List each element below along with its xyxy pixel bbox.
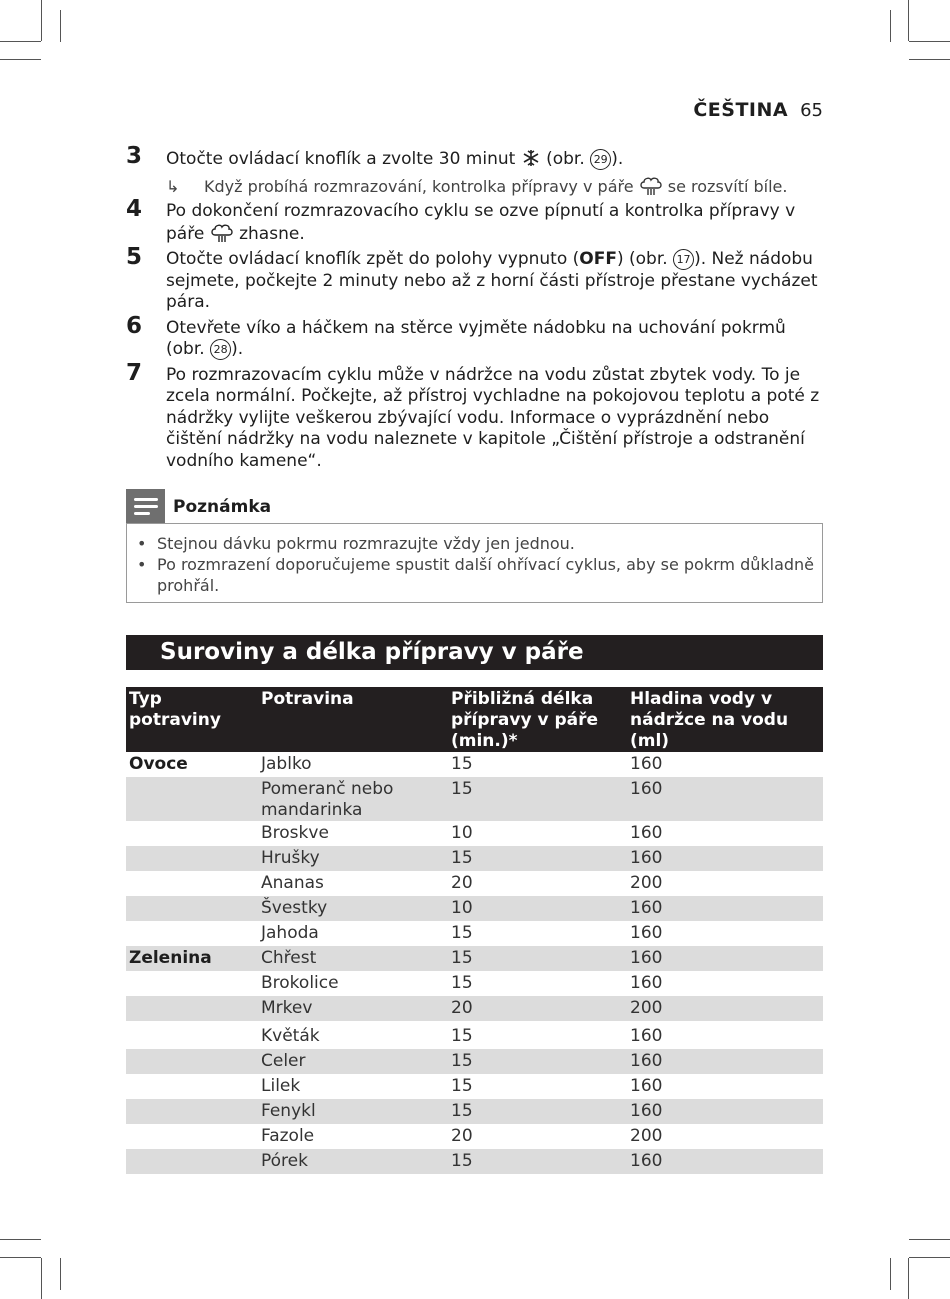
table-cell: Ananas — [261, 873, 324, 893]
crop-mark — [890, 10, 891, 42]
table-cell: 160 — [627, 946, 823, 971]
figure-ref: 28 — [210, 339, 231, 360]
figure-ref: 17 — [673, 249, 694, 270]
table-cell: 200 — [630, 1126, 663, 1146]
table-cell: 15 — [451, 923, 473, 943]
step-number: 4 — [126, 196, 143, 222]
table-row — [126, 1099, 823, 1124]
table-row — [126, 752, 823, 777]
page-number: 65 — [800, 100, 823, 121]
note-title: Poznámka — [173, 497, 272, 517]
crop-mark — [0, 1257, 41, 1258]
table-cell — [126, 1124, 258, 1149]
table-cell: Broskve — [261, 823, 329, 843]
table-cell — [126, 871, 258, 896]
step-number: 7 — [126, 359, 143, 386]
table-cell: 200 — [627, 996, 823, 1021]
crop-mark — [908, 1258, 909, 1299]
crop-mark — [909, 59, 950, 60]
page-header — [693, 99, 823, 121]
table-cell: 160 — [630, 754, 663, 774]
table-cell: Švestky — [258, 896, 448, 921]
table-row — [126, 1074, 823, 1099]
table-cell: 15 — [448, 946, 627, 971]
table-cell: Fazole — [261, 1126, 315, 1146]
table-row — [126, 777, 823, 821]
note-item: • Po rozmrazení doporučujeme spustit další ohřívací cyklus, aby se pokrm důkladně prohřál. — [157, 554, 822, 596]
note-item: • Stejnou dávku pokrmu rozmrazujte vždy jen jednou. — [157, 533, 822, 554]
step-text: Otočte ovládací knoflík zpět do polohy vypnuto ( — [166, 249, 580, 269]
crop-mark — [41, 1258, 42, 1299]
table-cell: 20 — [451, 873, 473, 893]
step-6 — [126, 312, 826, 361]
crop-mark — [909, 1239, 950, 1240]
table-cell: 160 — [627, 1099, 823, 1124]
step-text: (obr. — [546, 149, 585, 169]
step-number: 3 — [126, 143, 143, 169]
table-cell: 160 — [627, 777, 823, 821]
table-row — [126, 1124, 823, 1149]
table-cell: 20 — [451, 1126, 473, 1146]
table-cell: Pomeranč nebo mandarinka — [258, 777, 448, 821]
table-cell: Květák — [261, 1026, 320, 1046]
table-cell: 160 — [627, 1049, 823, 1074]
table-cell — [126, 996, 258, 1021]
result-arrow-icon: ↳ — [166, 176, 180, 196]
table-cell: 160 — [630, 1026, 663, 1046]
table-row — [126, 921, 823, 946]
crop-mark — [0, 59, 41, 60]
note-icon — [126, 489, 165, 523]
table-cell: 15 — [451, 973, 473, 993]
step-text: zhasne. — [239, 223, 305, 244]
result-text: Když probíhá rozmrazování, kontrolka přípravy v páře — [204, 176, 634, 196]
result-text: se rozsvítí bíle. — [667, 176, 788, 196]
table-row — [126, 821, 823, 846]
table-cell: Ovoce — [129, 754, 188, 774]
step-7 — [126, 359, 826, 473]
section-title: Suroviny a délka přípravy v páře — [126, 635, 823, 670]
table-cell: 160 — [627, 896, 823, 921]
crop-mark — [0, 1239, 41, 1240]
table-cell — [126, 821, 258, 846]
table-cell — [126, 896, 258, 921]
step-text: Po rozmrazovacím cyklu může v nádržce na vodu zůstat zbytek vody. To je zcela normální. Počkejte, až přístroj vychladne na pokojovou teplotu a poté z nádržky vylijte veškerou zbývající vodu. Informace o vyprázdnění nebo čištění nádržky na vodu naleznete v kapitole „Čištění přístroje a odstranění vodního kamene“. — [166, 364, 820, 471]
table-cell: Brokolice — [261, 973, 339, 993]
table-cell — [126, 1099, 258, 1124]
steaming-table — [126, 687, 823, 1174]
column-header: Potravina — [258, 687, 448, 752]
table-cell: 15 — [448, 1099, 627, 1124]
crop-mark — [41, 0, 42, 41]
column-header: Hladina vody v nádržce na vodu (ml) — [627, 687, 823, 752]
table-cell — [126, 1021, 258, 1049]
crop-mark — [0, 41, 41, 42]
step-number: 6 — [126, 312, 143, 339]
crop-mark — [890, 1258, 891, 1290]
table-cell: 160 — [627, 1149, 823, 1174]
crop-mark — [909, 1257, 950, 1258]
step-text: ). — [611, 149, 624, 169]
note-header — [126, 489, 271, 523]
table-cell — [126, 846, 258, 871]
note-box — [126, 523, 823, 603]
step-text: ). — [231, 339, 244, 359]
table-cell: Zelenina — [126, 946, 258, 971]
table-cell — [126, 777, 258, 821]
table-row — [126, 896, 823, 921]
language-label: ČEŠTINA — [693, 99, 789, 121]
table-cell: Hrušky — [258, 846, 448, 871]
table-cell: Chřest — [258, 946, 448, 971]
table-cell: Jablko — [261, 754, 312, 774]
step-5 — [126, 244, 826, 314]
table-cell: 15 — [451, 1026, 473, 1046]
table-row — [126, 871, 823, 896]
figure-ref: 29 — [590, 149, 611, 170]
column-header: Typ potraviny — [126, 687, 258, 752]
step-text: Otočte ovládací knoflík a zvolte 30 minut — [166, 149, 516, 169]
step-text: Po dokončení rozmrazovacího cyklu se ozve pípnutí a kontrolka přípravy v páře — [166, 201, 796, 244]
instruction-steps — [126, 143, 826, 476]
table-cell — [126, 1049, 258, 1074]
table-cell: Lilek — [261, 1076, 301, 1096]
crop-mark — [60, 10, 61, 42]
step-3 — [126, 143, 826, 197]
table-row — [126, 971, 823, 996]
step-number: 5 — [126, 244, 143, 270]
table-cell — [126, 1149, 258, 1174]
step-text: ) (obr. — [616, 249, 668, 269]
crop-mark — [60, 1258, 61, 1290]
defrost-icon — [521, 148, 541, 168]
step-4 — [126, 196, 826, 245]
off-label: OFF — [579, 249, 617, 269]
step-text: ). Než nádobu sejmete, počkejte 2 minuty nebo až z horní části přístroje přestane vycházet pára. — [166, 249, 818, 312]
table-cell: 10 — [451, 823, 473, 843]
table-cell — [126, 971, 258, 996]
table-cell: Jahoda — [261, 923, 319, 943]
table-cell: 15 — [448, 1049, 627, 1074]
table-cell: 160 — [630, 823, 663, 843]
table-cell: 10 — [448, 896, 627, 921]
steam-icon — [210, 223, 234, 243]
table-row — [126, 996, 823, 1021]
table-row — [126, 1049, 823, 1074]
table-cell: 160 — [630, 923, 663, 943]
table-row — [126, 1021, 823, 1049]
table-row — [126, 946, 823, 971]
table-row — [126, 1149, 823, 1174]
step-result — [166, 176, 826, 198]
step-text: Otevřete víko a háčkem na stěrce vyjměte nádobku na uchování pokrmů (obr. — [166, 317, 786, 359]
table-cell: 15 — [451, 754, 473, 774]
crop-mark — [909, 41, 950, 42]
table-cell: Celer — [258, 1049, 448, 1074]
table-cell — [126, 1074, 258, 1099]
table-cell: Pórek — [258, 1149, 448, 1174]
table-cell: 200 — [630, 873, 663, 893]
steam-icon — [639, 176, 663, 196]
crop-mark — [908, 0, 909, 41]
column-header: Přibližná délka přípravy v páře (min.)* — [448, 687, 627, 752]
table-cell: 15 — [448, 1149, 627, 1174]
table-cell — [126, 921, 258, 946]
table-header-row — [126, 687, 823, 752]
table-cell: 15 — [448, 777, 627, 821]
table-cell: 20 — [448, 996, 627, 1021]
table-cell: Fenykl — [258, 1099, 448, 1124]
table-cell: 160 — [630, 1076, 663, 1096]
table-cell: 160 — [627, 846, 823, 871]
table-cell: Mrkev — [258, 996, 448, 1021]
note-list — [127, 524, 822, 596]
table-row — [126, 846, 823, 871]
table-cell: 160 — [630, 973, 663, 993]
table-cell: 15 — [448, 846, 627, 871]
table-cell: 15 — [451, 1076, 473, 1096]
